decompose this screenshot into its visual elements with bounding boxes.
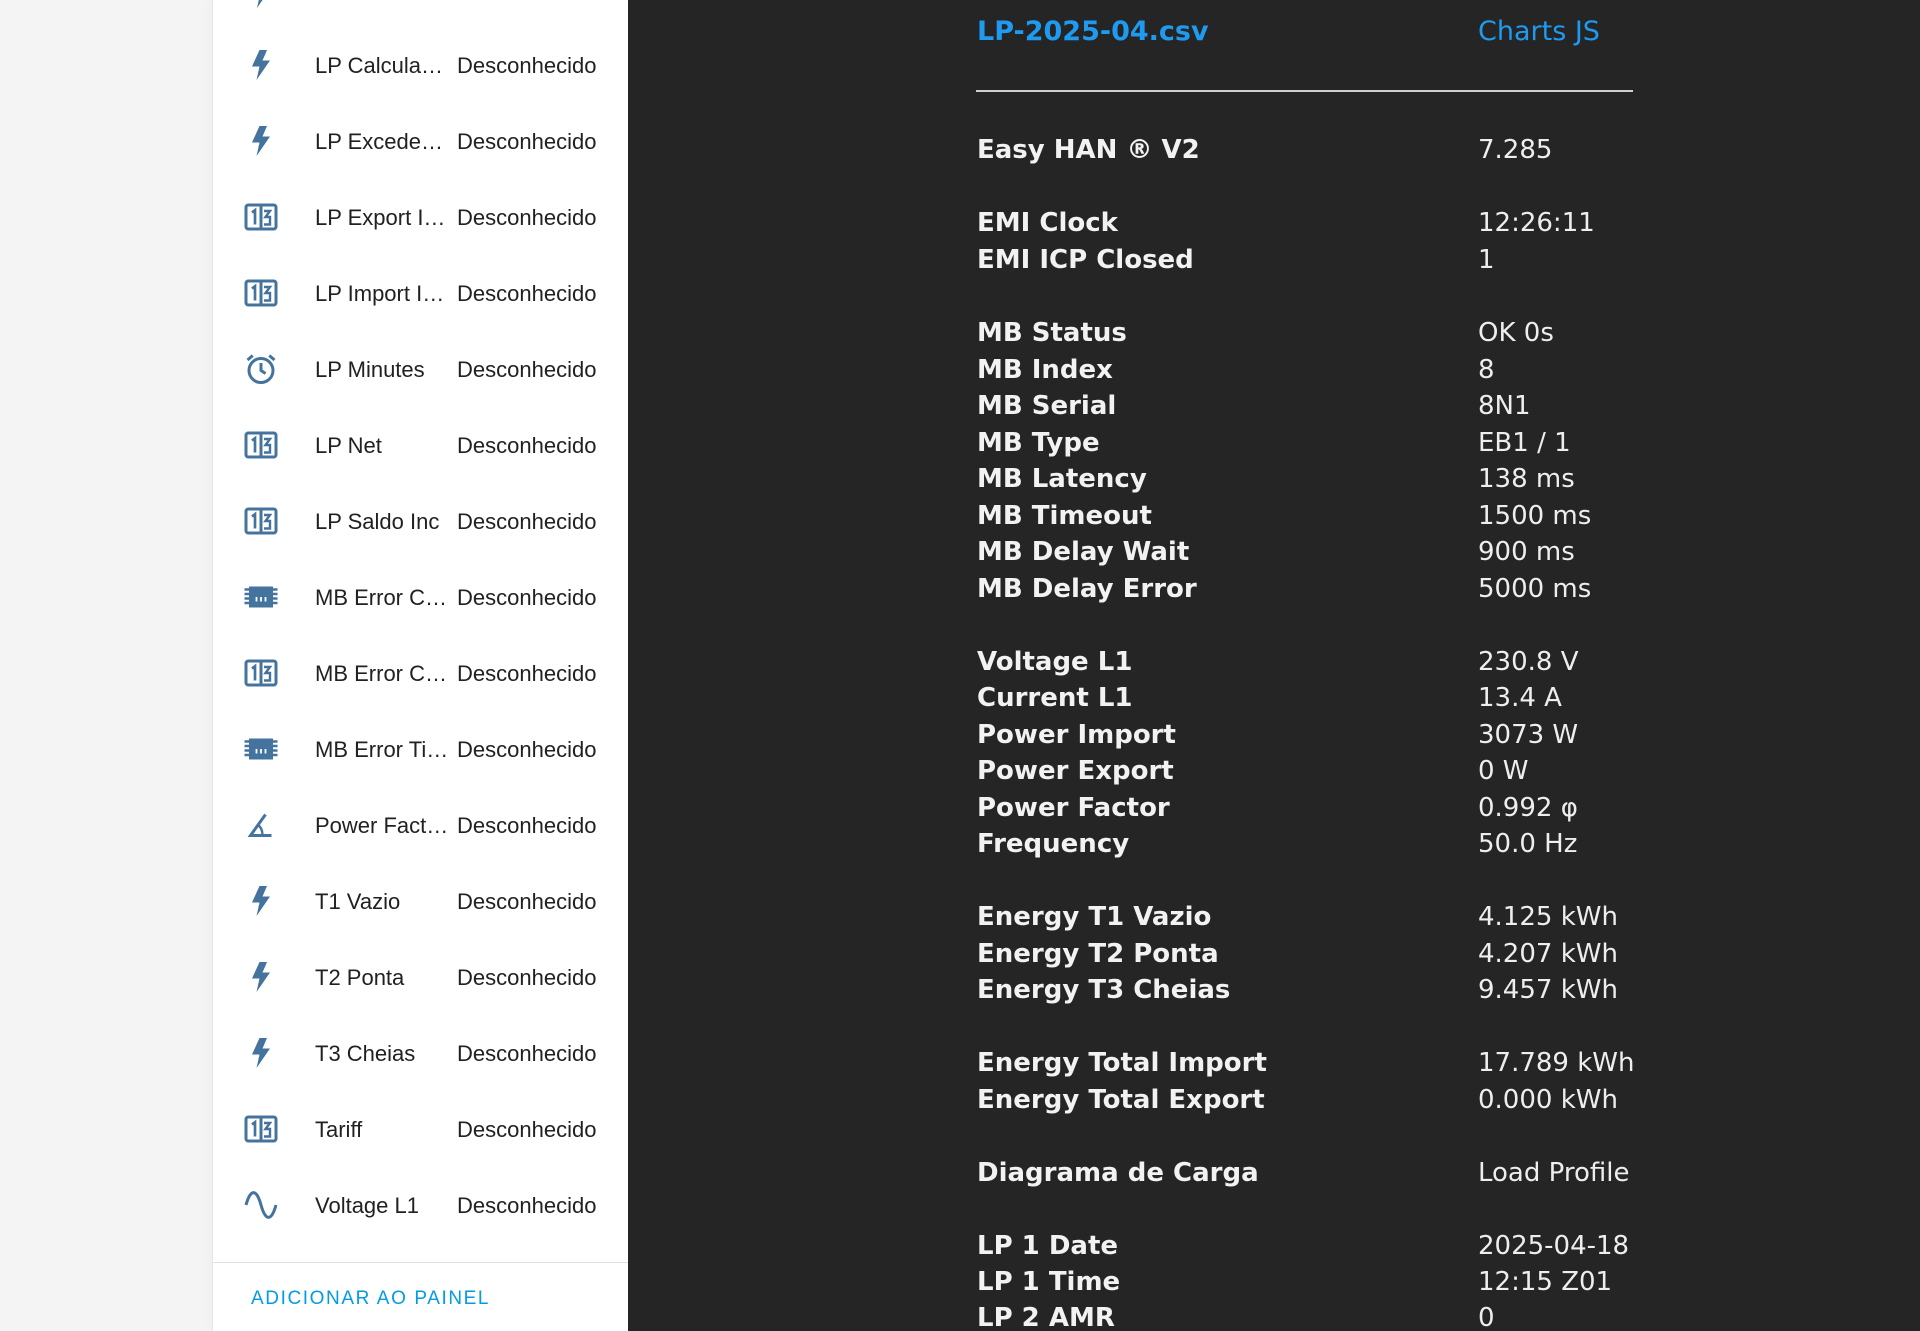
entity-row[interactable] xyxy=(213,27,628,103)
entity-state: Desconhecido xyxy=(457,281,597,306)
entity-state: Desconhecido xyxy=(457,813,597,838)
numeric-icon xyxy=(243,655,279,691)
entity-row[interactable] xyxy=(213,1091,628,1167)
flash-icon xyxy=(243,123,279,159)
entity-name: T1 Vazio xyxy=(315,889,401,914)
status-label: Power Import xyxy=(977,720,1176,750)
entity-row[interactable] xyxy=(213,939,628,1015)
numeric-icon xyxy=(243,275,279,311)
entity-state: Desconhecido xyxy=(457,433,597,458)
entity-name: LP Minutes xyxy=(315,357,425,382)
status-value: 13.4 A xyxy=(1478,683,1562,713)
status-value: 0.000 kWh xyxy=(1478,1085,1618,1115)
entity-state: Desconhecido xyxy=(457,205,597,230)
status-value: 0 W xyxy=(1478,756,1529,786)
status-value: 1 xyxy=(1478,245,1495,275)
status-label: Energy T2 Ponta xyxy=(977,939,1219,969)
numeric-icon xyxy=(243,199,279,235)
status-value: 4.125 kWh xyxy=(1478,902,1618,932)
status-value: 12:26:11 xyxy=(1478,208,1595,238)
status-value: 12:15 Z01 xyxy=(1478,1267,1613,1297)
flash-icon xyxy=(245,0,275,10)
status-value: EB1 / 1 xyxy=(1478,428,1571,458)
status-value: 138 ms xyxy=(1478,464,1575,494)
entity-row[interactable] xyxy=(213,559,628,635)
entity-name: T3 Cheias xyxy=(315,1041,416,1066)
entity-name: LP Net xyxy=(315,433,382,458)
status-label: LP 2 AMR xyxy=(977,1303,1115,1331)
status-value: 2025-04-18 xyxy=(1478,1231,1630,1261)
status-label: Power Export xyxy=(977,756,1174,786)
entity-name: MB Error C… xyxy=(315,585,447,610)
status-value: 5000 ms xyxy=(1478,574,1592,604)
entity-state: Desconhecido xyxy=(457,661,597,686)
card-divider xyxy=(213,1262,628,1263)
status-label: MB Serial xyxy=(977,391,1117,421)
sine-wave-icon xyxy=(243,1187,279,1223)
status-value: 3073 W xyxy=(1478,720,1579,750)
status-label: MB Type xyxy=(977,428,1100,458)
entity-row[interactable] xyxy=(213,483,628,559)
entity-state: Desconhecido xyxy=(457,1193,597,1218)
status-label: Energy T3 Cheias xyxy=(977,975,1231,1005)
status-label: Energy Total Export xyxy=(977,1085,1265,1115)
entity-row[interactable] xyxy=(213,103,628,179)
entity-state: Desconhecido xyxy=(457,585,597,610)
chip-icon xyxy=(243,731,279,767)
entity-name: LP Import I… xyxy=(315,281,445,306)
status-value: OK 0s xyxy=(1478,318,1554,348)
chip-icon xyxy=(243,579,279,615)
status-value: 0 xyxy=(1478,1303,1495,1331)
entity-name: MB Error Ti… xyxy=(315,737,449,762)
entity-name: MB Error C… xyxy=(315,661,447,686)
entity-state: Desconhecido xyxy=(457,1041,597,1066)
device-status-page xyxy=(628,0,1920,1331)
status-label: Power Factor xyxy=(977,793,1170,823)
entity-row[interactable] xyxy=(213,179,628,255)
status-label: MB Latency xyxy=(977,464,1147,494)
status-value: 900 ms xyxy=(1478,537,1575,567)
status-label: MB Delay Error xyxy=(977,574,1197,604)
status-label: LP 1 Time xyxy=(977,1267,1121,1297)
numeric-icon xyxy=(243,427,279,463)
entity-row[interactable] xyxy=(213,407,628,483)
flash-icon xyxy=(243,47,279,83)
entity-state: Desconhecido xyxy=(457,357,597,382)
entity-state: Desconhecido xyxy=(457,965,597,990)
flash-icon xyxy=(243,1035,279,1071)
entity-name: T2 Ponta xyxy=(315,965,405,990)
status-label: EMI Clock xyxy=(977,208,1118,238)
charts-js-link[interactable]: Charts JS xyxy=(1478,16,1600,47)
entity-name: LP Export I… xyxy=(315,205,446,230)
add-to-dashboard-button[interactable]: ADICIONAR AO PAINEL xyxy=(251,1288,491,1309)
csv-file-link[interactable]: LP-2025-04.csv xyxy=(977,16,1209,47)
entity-name: Voltage L1 xyxy=(315,1193,419,1218)
status-label: EMI ICP Closed xyxy=(977,245,1194,275)
left-gutter xyxy=(0,0,212,1331)
status-label: Frequency xyxy=(977,829,1130,859)
numeric-icon xyxy=(243,1111,279,1147)
status-label: Voltage L1 xyxy=(977,647,1133,677)
entity-state: Desconhecido xyxy=(457,129,597,154)
entity-state: Desconhecido xyxy=(457,737,597,762)
status-value: 1500 ms xyxy=(1478,501,1592,531)
status-label: Energy T1 Vazio xyxy=(977,902,1212,932)
entity-name: Power Fact… xyxy=(315,813,449,838)
entity-row[interactable] xyxy=(213,635,628,711)
entity-name: LP Calcula… xyxy=(315,53,443,78)
entity-list-card xyxy=(212,0,628,1331)
flash-icon xyxy=(243,883,279,919)
status-label: MB Status xyxy=(977,318,1127,348)
status-value: 230.8 V xyxy=(1478,647,1579,677)
status-label: Energy Total Import xyxy=(977,1048,1267,1078)
status-label: Current L1 xyxy=(977,683,1133,713)
entity-name: Tariff xyxy=(315,1117,363,1142)
entity-row[interactable] xyxy=(213,1015,628,1091)
entity-state: Desconhecido xyxy=(457,1117,597,1142)
entity-name: LP Saldo Inc xyxy=(315,509,440,534)
entity-state: Desconhecido xyxy=(457,53,597,78)
status-label: LP 1 Date xyxy=(977,1231,1119,1261)
status-value: 7.285 xyxy=(1478,135,1553,165)
numeric-icon xyxy=(243,503,279,539)
flash-icon xyxy=(243,959,279,995)
alarm-clock-icon xyxy=(243,351,279,387)
status-value: 0.992 φ xyxy=(1478,793,1578,823)
status-value: 9.457 kWh xyxy=(1478,975,1618,1005)
angle-icon xyxy=(243,807,279,843)
entity-state: Desconhecido xyxy=(457,509,597,534)
status-label: MB Index xyxy=(977,355,1113,385)
status-value: 4.207 kWh xyxy=(1478,939,1618,969)
status-label: MB Timeout xyxy=(977,501,1152,531)
status-label: Easy HAN ® V2 xyxy=(977,135,1200,165)
entity-row[interactable] xyxy=(213,255,628,331)
entity-row[interactable] xyxy=(213,787,628,863)
status-label: Diagrama de Carga xyxy=(977,1158,1259,1188)
status-value: 8 xyxy=(1478,355,1495,385)
entity-row[interactable] xyxy=(213,1167,628,1243)
status-value: 50.0 Hz xyxy=(1478,829,1578,859)
entity-state: Desconhecido xyxy=(457,889,597,914)
entity-name: LP Excede… xyxy=(315,129,444,154)
entity-row[interactable] xyxy=(213,863,628,939)
header-divider xyxy=(976,90,1633,92)
status-value: Load Profile xyxy=(1478,1158,1630,1188)
status-label: MB Delay Wait xyxy=(977,537,1190,567)
status-value: 17.789 kWh xyxy=(1478,1048,1635,1078)
entity-row[interactable] xyxy=(213,711,628,787)
status-value: 8N1 xyxy=(1478,391,1531,421)
entity-row[interactable] xyxy=(213,331,628,407)
